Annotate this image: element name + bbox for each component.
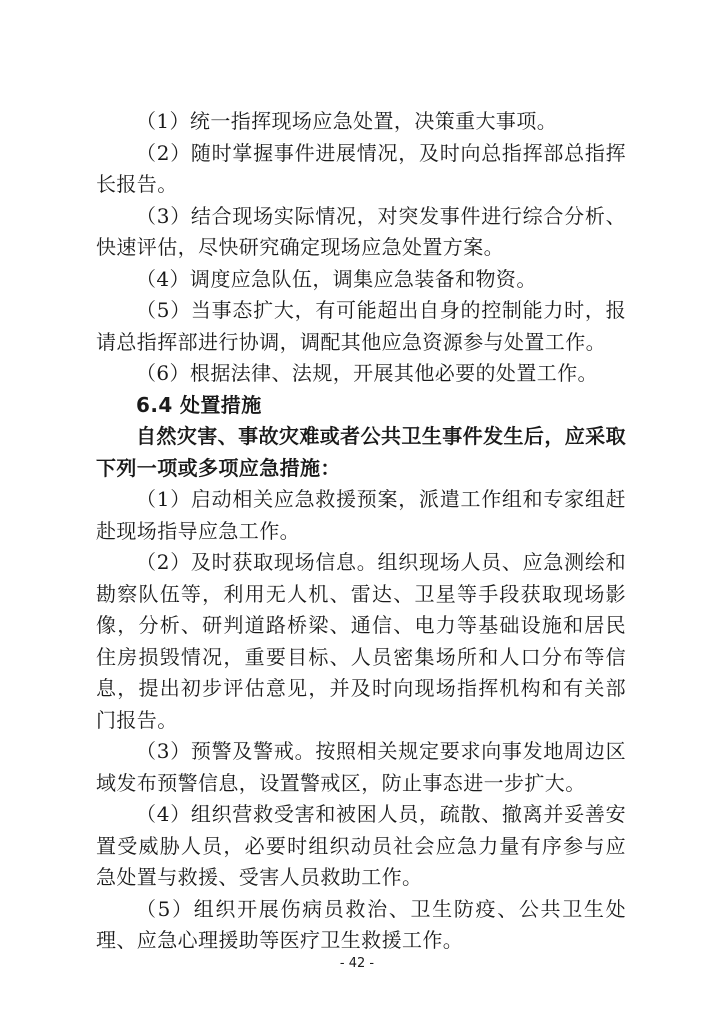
- section-heading: 6.4 处置措施: [136, 392, 262, 417]
- paragraph: （5）组织开展伤病员救治、卫生防疫、公共卫生处理、应急心理援助等医疗卫生救援工作。: [96, 896, 626, 952]
- paragraph: （4）组织营救受害和被困人员，疏散、撤离并妥善安置受威胁人员，必要时组织动员社会应急力量有序参与应急处置与救援、受害人员救助工作。: [96, 802, 626, 889]
- paragraph: （3）预警及警戒。按照相关规定要求向事发地周边区域发布预警信息，设置警戒区，防止事态进一步扩大。: [96, 739, 626, 795]
- paragraph: （2）随时掌握事件进展情况，及时向总指挥部总指挥长报告。: [96, 140, 626, 196]
- paragraph: （1）启动相关应急救援预案，派遣工作组和专家组赶赴现场指导应急工作。: [96, 487, 626, 543]
- paragraph: （5）当事态扩大，有可能超出自身的控制能力时，报请总指挥部进行协调，调配其他应急资源参与处置工作。: [96, 298, 626, 354]
- paragraph: （3）结合现场实际情况，对突发事件进行综合分析、快速评估，尽快研究确定现场应急处置方案。: [96, 203, 626, 259]
- page-number: - 42 -: [339, 956, 375, 971]
- document-body: [96, 106, 626, 957]
- paragraph: （6）根据法律、法规，开展其他必要的处置工作。: [136, 361, 598, 385]
- paragraph: （2）及时获取现场信息。组织现场人员、应急测绘和勘察队伍等，利用无人机、雷达、卫星等手段获取现场影像，分析、研判道路桥梁、通信、电力等基础设施和居民住房损毁情况，重要目标、人员密集场所和人口分布等信息，提出初步评估意见，并及时向现场指挥机构和有关部门报告。: [96, 550, 626, 732]
- section-intro: 自然灾害、事故灾难或者公共卫生事件发生后，应采取下列一项或多项应急措施：: [96, 424, 626, 480]
- paragraph: （4）调度应急队伍，调集应急装备和物资。: [136, 266, 537, 291]
- paragraph: （1）统一指挥现场应急处置，决策重大事项。: [136, 109, 558, 133]
